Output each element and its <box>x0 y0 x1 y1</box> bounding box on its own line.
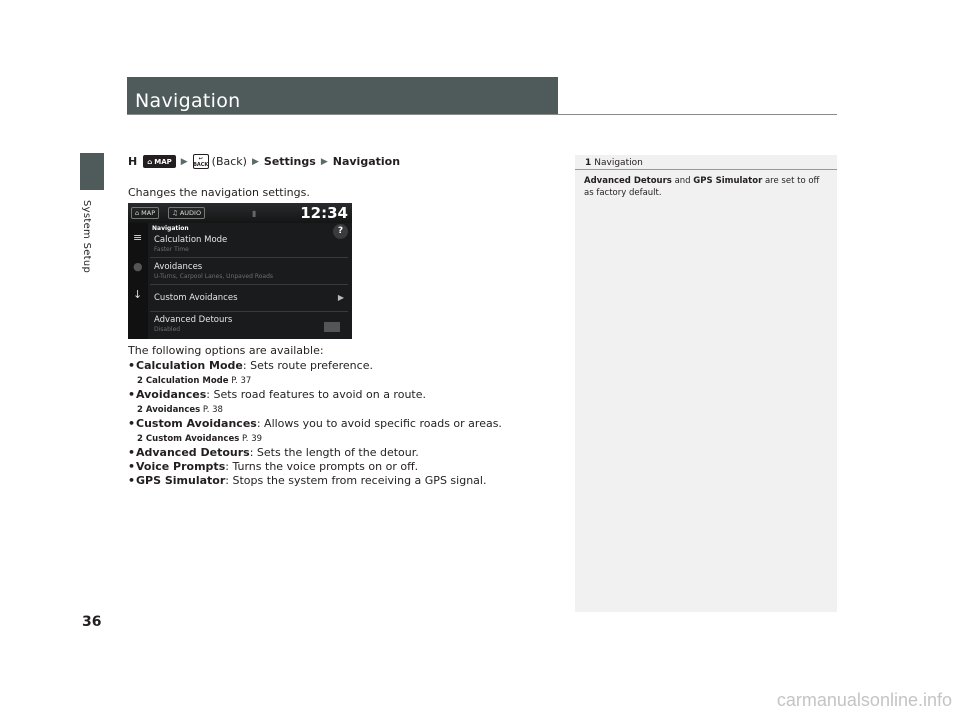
toggle-icon <box>324 322 340 332</box>
help-icon: ? <box>333 224 348 239</box>
chevron-right-icon: ▶ <box>337 293 344 302</box>
page-title: Navigation <box>127 77 558 115</box>
down-arrow-icon: ↓ <box>133 288 143 301</box>
home-icon: ⌂ <box>135 209 140 217</box>
note-number: 1 <box>585 157 592 168</box>
side-note-panel <box>575 155 837 612</box>
cross-reference: 2 Avoidances P. 38 <box>137 405 223 415</box>
navigation-screen-image <box>128 203 352 339</box>
intro-text: Changes the navigation settings. <box>128 186 310 199</box>
reference-arrow-icon: 2 <box>137 434 143 444</box>
option-item: •Custom Avoidances: Allows you to avoid specific roads or areas. <box>128 417 502 430</box>
path-step-settings: Settings <box>263 155 316 168</box>
screen-map-button: ⌂ MAP <box>131 207 159 219</box>
page-number: 36 <box>82 614 102 630</box>
side-note-heading: 1 Navigation <box>575 156 837 170</box>
title-divider <box>127 114 837 115</box>
options-intro: The following options are available: <box>128 344 324 357</box>
return-arrow-icon: ↩ <box>198 155 203 162</box>
path-arrow-icon: ▶ <box>320 156 328 167</box>
music-note-icon: ♫ <box>172 209 178 217</box>
home-icon: ⌂ <box>147 157 153 166</box>
screen-row-calculation-mode: Calculation Mode Faster Time <box>150 232 348 258</box>
section-tab-marker <box>80 153 104 190</box>
reference-arrow-icon: 2 <box>137 376 143 386</box>
screen-row-avoidances: Avoidances U-Turns, Carpool Lanes, Unpaved Roads <box>150 259 348 285</box>
back-button-icon: ↩ BACK <box>193 155 209 168</box>
scroll-dot-icon: ● <box>133 260 143 273</box>
option-item: •Calculation Mode: Sets route preference. <box>128 359 373 372</box>
option-item: •GPS Simulator: Stops the system from receiving a GPS signal. <box>128 474 487 487</box>
menu-icon: ≡ <box>133 231 143 244</box>
back-label: (Back) <box>211 155 247 168</box>
path-marker: H <box>128 155 138 168</box>
section-label: System Setup <box>81 200 92 274</box>
option-item: •Advanced Detours: Sets the length of the detour. <box>128 446 419 459</box>
option-item: •Voice Prompts: Turns the voice prompts on or off. <box>128 460 419 473</box>
cross-reference: 2 Custom Avoidances P. 39 <box>137 434 263 444</box>
path-arrow-icon: ▶ <box>251 156 259 167</box>
path-step-navigation: Navigation <box>332 155 401 168</box>
screen-clock: 12:34 <box>300 204 348 222</box>
map-button-icon: ⌂ MAP <box>143 155 176 168</box>
screen-row-custom-avoidances: Custom Avoidances ▶ <box>150 286 348 312</box>
screen-audio-button: ♫ AUDIO <box>168 207 205 219</box>
navigation-path <box>128 154 400 169</box>
path-arrow-icon: ▶ <box>180 156 188 167</box>
side-note-text: Advanced Detours and GPS Simulator are set to off as factory default. <box>584 176 820 198</box>
screen-heading: Navigation <box>152 225 189 232</box>
screen-row-advanced-detours: Advanced Detours Disabled <box>150 312 348 338</box>
watermark: carmanualsonline.info <box>776 690 952 710</box>
cross-reference: 2 Calculation Mode P. 37 <box>137 376 252 386</box>
screen-side-panel <box>128 223 148 339</box>
options-list <box>128 359 548 488</box>
reference-arrow-icon: 2 <box>137 405 143 415</box>
signal-icon: ▮ <box>252 209 257 218</box>
option-item: •Avoidances: Sets road features to avoid on a route. <box>128 388 426 401</box>
